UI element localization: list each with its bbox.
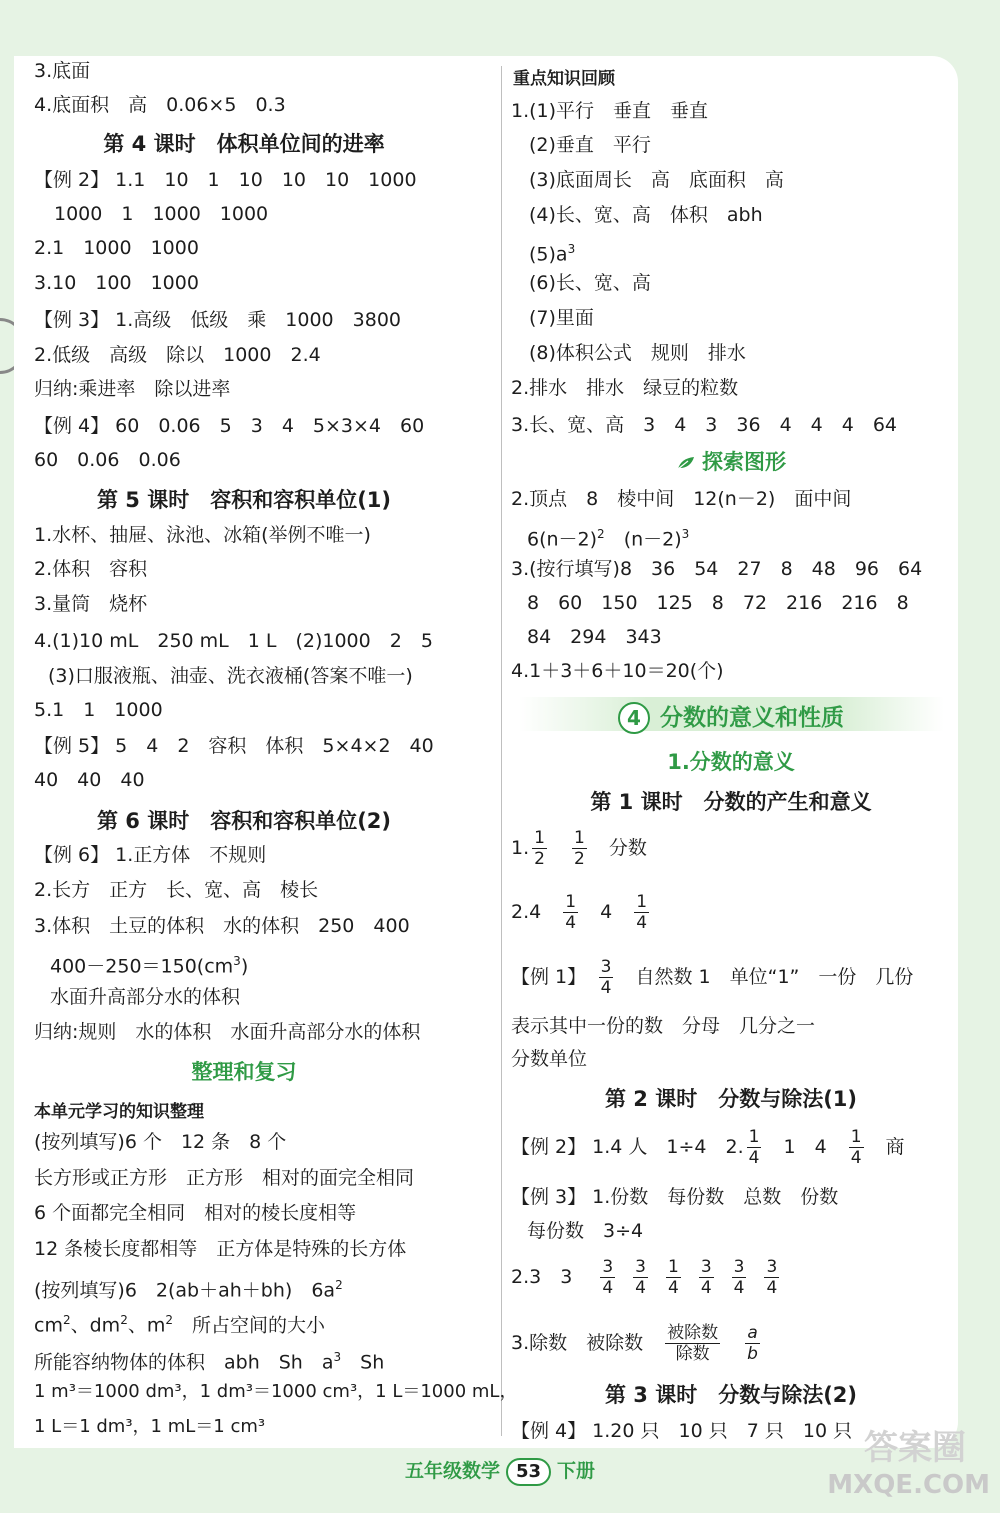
- answer-line: $6(n-2)^2$ $(n-2)^3$: [527, 527, 690, 551]
- answer-line: 4.1＋3＋6＋10＝20(个): [511, 660, 724, 682]
- summary-line: 归纳:规则 水的体积 水面升高部分水的体积: [34, 1021, 421, 1043]
- answer-line: 3.体积 土豆的体积 水的体积 250 400: [34, 915, 410, 937]
- answer-line: 2.3 3 $\frac{3}{4}$ $\frac{3}{4}$ $\frac{1}{4}$ $\frac{3}{4}$ $\frac{3}{4}$ $\frac{3}{4}$: [511, 1255, 788, 1299]
- fraction: $\frac{1}{4}$: [667, 1257, 679, 1298]
- answer-line: 所能容纳物体的体积 abh Sh $a^3$ Sh: [34, 1350, 385, 1374]
- page-number: 53: [506, 1458, 551, 1486]
- footer-grade: 五年级数学: [404, 1460, 500, 1482]
- answer-line: 每份数 3÷4: [527, 1220, 644, 1242]
- answer-line: 60 0.06 0.06: [34, 449, 181, 471]
- answer-line: 1.(1)平行 垂直 垂直: [511, 100, 709, 122]
- answer-line: $400-250=150(cm^3)$: [50, 954, 249, 978]
- answer-line: (3)底面周长 高 底面积 高: [529, 169, 784, 191]
- explore-heading: 探索图形: [511, 446, 951, 476]
- answer-line: $cm^2$、$dm^2$、$m^2$ 所占空间的大小: [34, 1313, 325, 1337]
- answer-line: 【例 6】 1.正方体 不规则: [34, 844, 267, 866]
- section-heading: 1.分数的意义: [667, 750, 795, 774]
- answer-line: 2.顶点 8 棱中间 12(n－2) 面中间: [511, 488, 852, 510]
- answer-line: 【例 3】 1.份数 每份数 总数 份数: [511, 1186, 839, 1208]
- unit-title: 4 分数的意义和性质: [511, 699, 951, 734]
- summary-line: 归纳:乘进率 除以进率: [34, 378, 231, 400]
- fraction: $\frac{3}{4}$: [600, 957, 612, 998]
- answer-line: (4)长、宽、高 体积 abh: [529, 204, 763, 226]
- answer-line: 3.除数 被除数 $\frac{\text{被除数}}{\text{除数}}$ $\frac{a}{b}$: [511, 1323, 758, 1364]
- answer-line: 3.量筒 烧杯: [34, 593, 148, 615]
- column-divider: [501, 66, 502, 1436]
- watermark-url: MXQE.COM: [827, 1470, 990, 1500]
- fraction: $\frac{3}{4}$: [635, 1257, 646, 1298]
- section-subheading: 本单元学习的知识整理: [34, 1102, 204, 1122]
- answer-line: 3.底面: [34, 60, 91, 82]
- answer-line: 8 60 150 125 8 72 216 216 8: [527, 592, 909, 614]
- watermark-logo: 答案圈: [864, 1428, 966, 1468]
- fraction: $\frac{3}{4}$: [700, 1257, 712, 1298]
- fraction: $\frac{1}{4}$: [636, 892, 648, 933]
- unit-number-badge: 4: [618, 702, 650, 734]
- answer-line: 2.低级 高级 除以 1000 2.4: [34, 344, 321, 366]
- answer-line: 2.长方 正方 长、宽、高 棱长: [34, 879, 319, 901]
- footer-term: 下册: [557, 1460, 596, 1482]
- fraction: $\frac{1}{4}$: [850, 1127, 862, 1168]
- answer-line: 2.4 $\frac{1}{4}$ 4 $\frac{1}{4}$: [511, 892, 648, 933]
- answer-line: 1. $\frac{1}{2}$ $\frac{1}{2}$ 分数: [511, 828, 647, 869]
- review-heading: 整理和复习: [191, 1060, 297, 1084]
- answer-line: 【例 3】 1.高级 低级 乘 1000 3800: [34, 309, 402, 331]
- fraction: $\frac{\text{被除数}}{\text{除数}}$: [667, 1323, 719, 1364]
- answer-line: 长方形或正方形 正方形 相对的面完全相同: [34, 1167, 415, 1189]
- answer-line: 3.长、宽、高 3 4 3 36 4 4 4 64: [511, 414, 898, 436]
- answer-line: 1 m³＝1000 dm³，1 dm³＝1000 cm³，1 L＝1000 mL，: [34, 1381, 518, 1402]
- answer-line: 6 个面都完全相同 相对的棱长度相等: [34, 1202, 357, 1224]
- fraction: $\frac{3}{4}$: [602, 1257, 614, 1298]
- answer-line: 12 条棱长度都相等 正方体是特殊的长方体: [34, 1238, 407, 1260]
- answer-line: (2)垂直 平行: [529, 134, 651, 156]
- answer-line: (7)里面: [529, 307, 594, 329]
- fraction: $\frac{1}{4}$: [565, 892, 577, 933]
- answer-line: 4.底面积 高 0.06×5 0.3: [34, 94, 286, 116]
- leaf-icon: [676, 456, 696, 470]
- lesson-heading: 第 1 课时 分数的产生和意义: [590, 790, 872, 814]
- answer-line: 【例 2】 1.4 人 1÷4 2. $\frac{1}{4}$ 1 4 $\frac{1}{4}$ 商: [511, 1127, 905, 1168]
- answer-line: 【例 1】 $\frac{3}{4}$ 自然数 1 单位“1” 一份 几份: [511, 957, 914, 998]
- answer-line: 1.水杯、抽屉、泳池、冰箱(举例不唯一): [34, 524, 371, 546]
- answer-line: (6)长、宽、高: [529, 272, 651, 294]
- fraction: $\frac{1}{2}$: [573, 828, 585, 869]
- answer-line: 40 40 40: [34, 769, 145, 791]
- answer-line: 3.(按行填写)8 36 54 27 8 48 96 64: [511, 558, 923, 580]
- answer-line: 2.排水 排水 绿豆的粒数: [511, 377, 739, 399]
- answer-line: 【例 2】 1.1 10 1 10 10 10 1000: [34, 169, 417, 191]
- answer-line: (3)口服液瓶、油壶、洗衣液桶(答案不唯一): [48, 665, 413, 687]
- answer-line: 2.1 1000 1000: [34, 237, 199, 259]
- lesson-heading: 第 6 课时 容积和容积单位(2): [96, 809, 392, 833]
- answer-line: 1000 1 1000 1000: [54, 203, 269, 225]
- answer-line: (按列填写)6 2(ab＋ah＋bh) $6a^2$: [34, 1278, 343, 1302]
- answer-line: (按列填写)6 个 12 条 8 个: [34, 1131, 287, 1153]
- answer-line: (8)体积公式 规则 排水: [529, 342, 746, 364]
- answer-line: $(5)a^3$: [529, 242, 576, 266]
- lesson-heading: 第 2 课时 分数与除法(1): [604, 1087, 858, 1111]
- lesson-heading: 第 5 课时 容积和容积单位(1): [96, 488, 392, 512]
- fraction: $\frac{a}{b}$: [747, 1323, 758, 1364]
- answer-line: 84 294 343: [527, 626, 662, 648]
- fraction: $\frac{3}{4}$: [733, 1257, 745, 1298]
- lesson-heading: 第 4 课时 体积单位间的进率: [103, 132, 385, 156]
- answer-line: 【例 5】 5 4 2 容积 体积 5×4×2 40: [34, 735, 434, 757]
- answer-line: 1 L＝1 dm³，1 mL＝1 cm³: [34, 1416, 266, 1437]
- fraction: $\frac{1}{4}$: [748, 1127, 760, 1168]
- answer-line: 【例 4】 1.20 只 10 只 7 只 10 只: [511, 1420, 853, 1442]
- answer-line: 5.1 1 1000: [34, 699, 163, 721]
- answer-line: 【例 4】 60 0.06 5 3 4 5×3×4 60: [34, 415, 425, 437]
- answer-line: 表示其中一份的数 分母 几分之一: [511, 1015, 816, 1037]
- answer-line: 2.体积 容积: [34, 558, 148, 580]
- answer-line: 3.10 100 1000: [34, 272, 199, 294]
- answer-line: 分数单位: [511, 1048, 588, 1070]
- section-subheading: 重点知识回顾: [513, 69, 615, 89]
- answer-line: 4.(1)10 mL 250 mL 1 L (2)1000 2 5: [34, 630, 433, 652]
- fraction: $\frac{1}{2}$: [534, 828, 545, 869]
- lesson-heading: 第 3 课时 分数与除法(2): [604, 1383, 858, 1407]
- fraction: $\frac{3}{4}$: [766, 1257, 778, 1298]
- answer-page: [14, 56, 958, 1448]
- answer-line: 水面升高部分水的体积: [50, 986, 241, 1008]
